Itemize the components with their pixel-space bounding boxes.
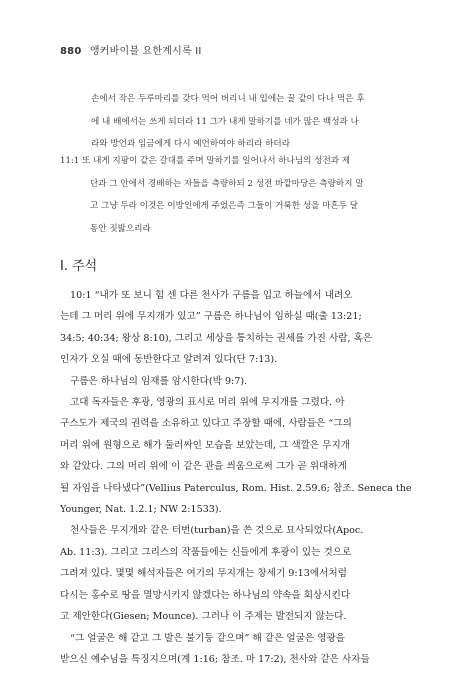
- body-line: 구름은 하나님의 임재를 암시한다(박 9:7).: [70, 375, 248, 387]
- body-line: 될 자임을 나타냈다”(Vellius Paterculus, Rom. Hist. 2.59.6; 참조. Seneca the: [60, 482, 412, 494]
- body-line: 10:1 “내가 또 보니 힘 센 다른 천사가 구름을 입고 하늘에서 내려오: [70, 290, 353, 301]
- body-line: 머리 위에 원형으로 해가 둘러싸인 모습을 보았는데, 그 색깔은 무지개: [60, 439, 350, 451]
- commentary-body: [60, 285, 426, 670]
- verse-reference: 11:1: [60, 156, 80, 166]
- body-line: 인자가 오실 때에 동반한다고 알려져 있다(단 7:13).: [60, 354, 278, 366]
- body-line: 그려져 있다. 몇몇 해석자들은 여기의 무지개는 창세기 9:13에서처럼: [60, 568, 347, 580]
- quote-line: 고 그냥 두라 이것은 이방인에게 주었은즉 그들이 거룩한 성을 마흔두 달: [90, 201, 359, 212]
- quote-line: 손에서 작은 두루마리를 갖다 먹어 버리니 내 입에는 꿀 같이 다나 먹은 후: [91, 94, 365, 104]
- body-line: 와 같았다. 그의 머리 위에 이 같은 관을 씌움으로써 그가 곧 위대하게: [60, 461, 347, 473]
- quote-line: 에 내 배에서는 쓰게 되더라 11 그가 내게 말하기를 네가 많은 백성과 나: [91, 116, 359, 127]
- body-line: 받으신 예수님을 특징지으며(계 1:16; 참조. 마 17:2), 천사와 같은 사자들: [60, 653, 370, 665]
- scripture-quote-11-1: [60, 150, 422, 240]
- body-line: 고 제안한다(Giesen; Mounce). 그러나 이 주제는 발전되지 않는다.: [60, 611, 347, 623]
- quote-line: [60, 150, 422, 173]
- running-title: 앵커바이블 요한계시록 II: [89, 46, 202, 57]
- body-line: “그 얼굴은 해 같고 그 발은 불기둥 같으며” 해 같은 얼굴은 영광을: [70, 632, 346, 644]
- scripture-quote-10-10: [91, 88, 421, 156]
- body-line: 천사들은 무지개와 같은 터번(turban)을 쓴 것으로 묘사되었다(Apoc.: [70, 525, 364, 537]
- body-line: 구스도가 제국의 권력을 소유하고 있다고 주장할 때에, 사람들은 “그의: [60, 418, 352, 430]
- running-header: [60, 42, 202, 57]
- quote-line: 단과 그 안에서 경배하는 자들을 측량하되 2 성전 바깥마당은 측량하지 말: [90, 178, 364, 189]
- body-line: Ab. 11:3). 그리고 그리스의 작품들에는 신들에게 후광이 있는 것으로: [60, 546, 352, 558]
- body-line: 고대 독자들은 후광, 영광의 표시로 머리 위에 무지개를 그렸다. 아: [70, 397, 345, 409]
- body-line: 34:5; 40:34; 왕상 8:10), 그리고 세상을 통치하는 권세를 가진 사람, 혹은: [60, 332, 373, 344]
- body-line: Younger, Nat. 1.2.1; NW 2:1533).: [60, 504, 222, 516]
- body-line: 다시는 홍수로 땅을 멸망시키지 않겠다는 하나님의 약속을 회상시킨다: [60, 589, 351, 601]
- quote-line: 라와 방언과 임금에게 다시 예언하여야 하리라 하더라: [91, 139, 291, 150]
- quote-line: 동안 짓밟으리라: [90, 223, 151, 234]
- quote-text: 또 내게 지팡이 같은 갈대를 주며 말하기를 일어나서 하나님의 성전과 제: [82, 156, 351, 166]
- section-heading: I. 주석: [60, 259, 98, 274]
- body-line: 는데 그 머리 위에 무지개가 있고” 구름은 하나님이 임하실 때(출 13:21;: [60, 311, 362, 323]
- page-number: 880: [60, 46, 82, 57]
